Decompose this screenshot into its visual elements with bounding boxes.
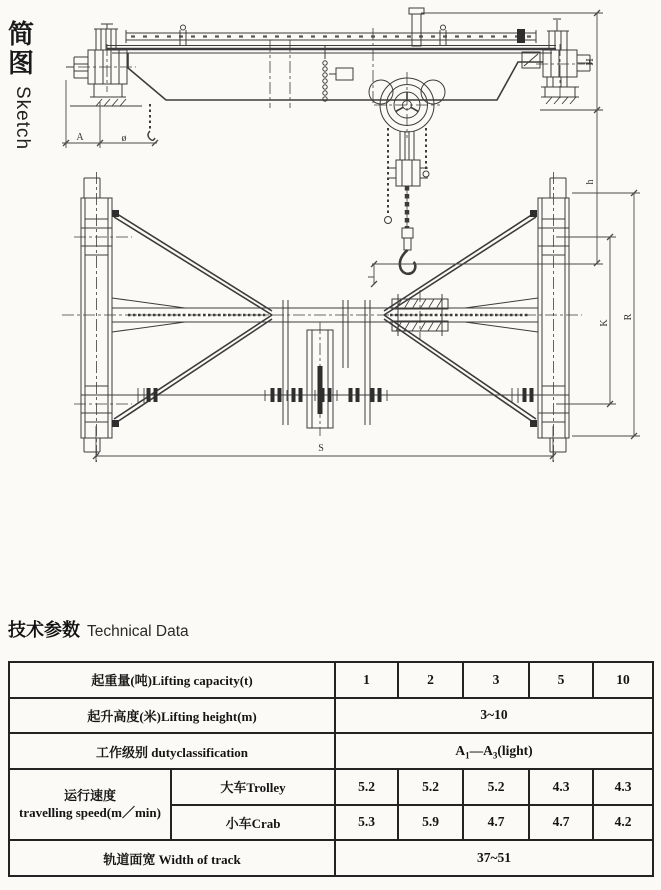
crab-speed-value: 5.3 <box>335 805 398 841</box>
crab-speed-value: 4.7 <box>463 805 529 841</box>
capacity-value: 10 <box>593 662 653 698</box>
trolley-speed-value: 5.2 <box>335 769 398 805</box>
track-width-label: 轨道面宽 Width of track <box>9 840 335 876</box>
technical-data-table <box>8 661 654 877</box>
capacity-value: 3 <box>463 662 529 698</box>
dim-label-S: S <box>318 443 324 454</box>
dim-label-R: R <box>623 313 634 321</box>
technical-data-heading-cn: 技术参数 <box>8 620 80 640</box>
trolley-speed-value: 4.3 <box>593 769 653 805</box>
elevation-view <box>66 8 603 274</box>
dim-label-h: h <box>585 179 596 185</box>
row-lifting-height <box>9 698 653 734</box>
capacity-value: 2 <box>398 662 463 698</box>
row-lifting-capacity <box>9 662 653 698</box>
dim-label-H: H <box>585 58 596 66</box>
crab-speed-value: 4.7 <box>529 805 593 841</box>
trolley-label: 大车Trolley <box>171 769 335 805</box>
sketch-title-en: Sketch <box>12 86 33 151</box>
lifting-height-value: 3~10 <box>335 698 653 734</box>
crab-speed-value: 4.2 <box>593 805 653 841</box>
dim-label-K: K <box>599 319 610 327</box>
technical-data-heading <box>8 616 189 642</box>
row-speed-trolley <box>9 769 653 805</box>
hook <box>400 250 416 274</box>
capacity-value: 5 <box>529 662 593 698</box>
dim-label-phi: ø <box>121 133 127 144</box>
trolley-speed-value: 5.2 <box>398 769 463 805</box>
dim-label-A: A <box>76 132 84 143</box>
duty-value: $A_1—A_3(light)$ <box>335 733 653 769</box>
sketch-title-cn: 简图 <box>8 19 37 79</box>
technical-data-heading-en: Technical Data <box>87 623 189 640</box>
crab-speed-value: 5.9 <box>398 805 463 841</box>
lifting-height-label: 起升高度(米)Lifting height(m) <box>9 698 335 734</box>
row-duty-classification <box>9 733 653 769</box>
capacity-value: 1 <box>335 662 398 698</box>
row-width-of-track <box>9 840 653 876</box>
shaft-couplings <box>112 210 537 427</box>
duty-label: 工作级别 dutyclassification <box>9 733 335 769</box>
trolley-speed-value: 5.2 <box>463 769 529 805</box>
crab-label: 小车Crab <box>171 805 335 841</box>
hoist-trolley <box>369 78 445 274</box>
travelling-speed-label-cn: 运行速度 <box>63 787 116 803</box>
travelling-speed-label <box>9 769 171 840</box>
capacity-label: 起重量(吨)Lifting capacity(t) <box>9 662 335 698</box>
plan-view <box>62 172 582 462</box>
trolley-speed-value: 4.3 <box>529 769 593 805</box>
track-width-value: 37~51 <box>335 840 653 876</box>
travelling-speed-label-en: travelling speed(m／min) <box>19 804 161 820</box>
chain-hanger <box>323 46 327 101</box>
